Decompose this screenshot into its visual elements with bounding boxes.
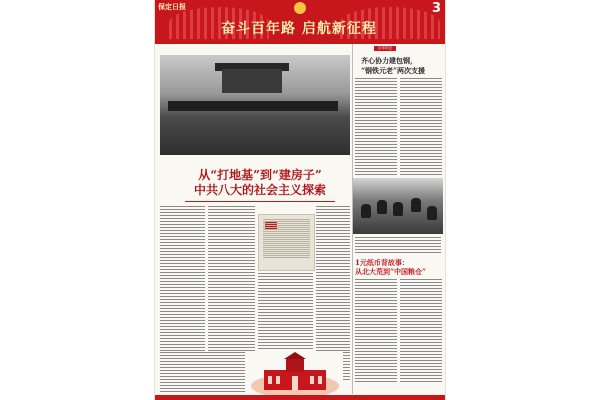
footer-bar [155, 395, 445, 400]
article-column-4 [316, 206, 350, 351]
newspaper-page [155, 0, 445, 400]
masthead: 保定日报 [158, 3, 186, 11]
article-column-5 [160, 352, 245, 392]
article-column-3 [258, 273, 313, 351]
person-figure-4 [411, 198, 421, 212]
column-tag [374, 46, 396, 51]
section-title: 奋斗百年路 启航新征程 [221, 21, 377, 37]
memorial-hall-illustration [250, 352, 340, 396]
side-photo-caption [355, 237, 441, 255]
person-figure-5 [427, 206, 437, 220]
side-article-photo [353, 178, 443, 234]
column-tag-label: 百年印记 [378, 46, 392, 50]
page-banner [155, 0, 445, 44]
article-column-1 [160, 206, 205, 351]
main-photo [160, 55, 350, 155]
article-column-2 [208, 206, 255, 351]
historic-newspaper-image [258, 214, 315, 271]
side-article-title-2-line-1: 1元纸币背故事： [355, 258, 409, 267]
parade-banner-shape [168, 101, 338, 111]
article-column-6 [343, 352, 350, 382]
headline-subtitle: 从“打地基”到“建房子” [198, 168, 322, 182]
party-emblem-icon [294, 2, 306, 14]
inset-text-block [263, 219, 310, 258]
person-figure-3 [393, 202, 403, 216]
gate-tower-shape [222, 69, 282, 93]
side-article-2-column-2 [400, 279, 442, 384]
side-article-1-column-2 [400, 78, 442, 176]
headline-title: 中共八大的社会主义探索 [193, 183, 326, 197]
headline-divider [185, 201, 335, 202]
side-article-2-column-1 [355, 279, 397, 384]
side-article-title-2-line-2: 从北大荒到“中国粮仓” [355, 267, 427, 276]
side-article-title-1-line-1: 齐心协力建包钢， [361, 56, 417, 65]
side-article-1-column-1 [355, 78, 397, 176]
person-figure-1 [361, 204, 371, 218]
person-figure-2 [377, 200, 387, 214]
side-article-title-1-line-2: “钢铁元老”两次支援 [361, 66, 426, 75]
page-number: 3 [431, 1, 441, 16]
